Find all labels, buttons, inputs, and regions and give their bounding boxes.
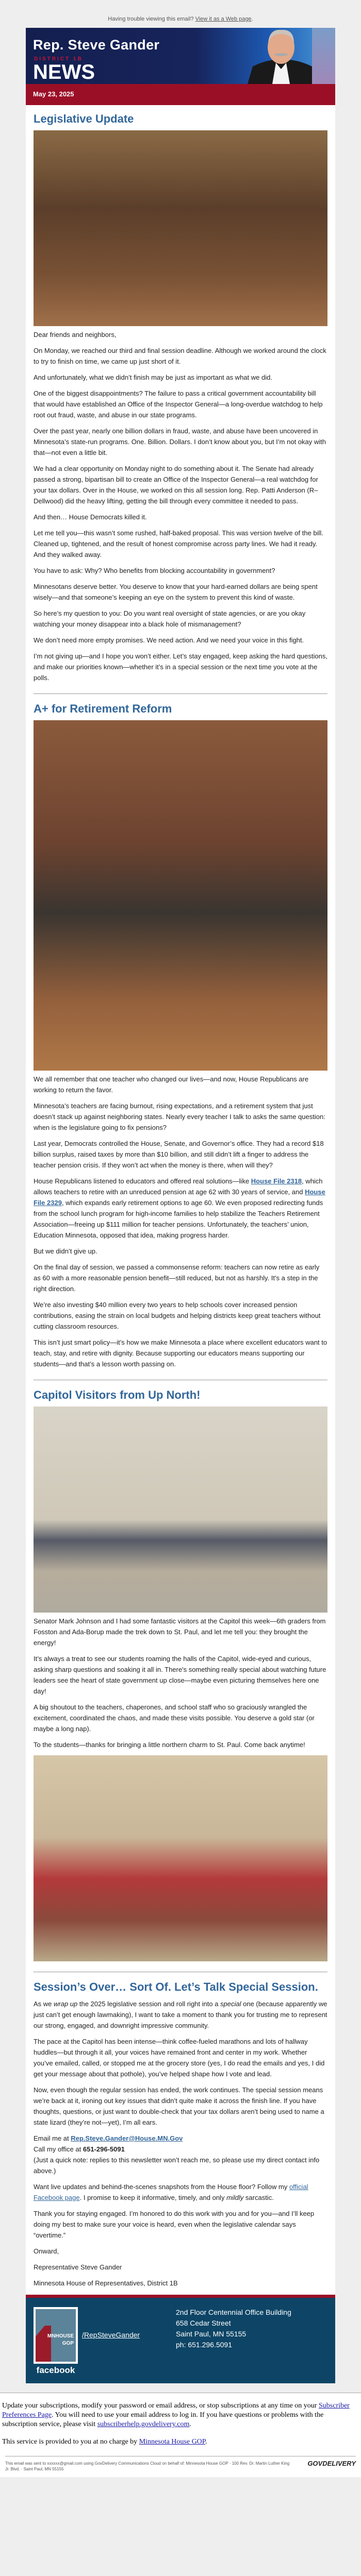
paragraph: But we didn’t give up. [34, 1247, 97, 1255]
paragraph: Minnesotans deserve better. You deserve to know that your hard-earned dollars are being spent wisely—and that someone’s keeping an eye on the system to prevent this kind of waste. [34, 583, 318, 601]
paragraph: On the final day of session, we passed a commonsense reform: teachers can now retire as early as 60 with a more reasonable pension benefit—still reduced, but not as harshly. It's a step in the right direction. [34, 1263, 320, 1293]
paragraph: Onward, [34, 2247, 59, 2255]
section-divider [34, 693, 327, 694]
paragraph: The pace at the Capitol has been intense—think coffee-fueled marathons and lots of hallway huddles—but through it all, your voices have remained front and center in my work. Whether you’ve emailed, called, or stopped me at the grocery store (yes, I do read the emails and yes, I did get your message about that pothole), you’ve helped shape how I vote and lead. [34, 2038, 325, 2078]
section-photo [34, 130, 327, 326]
paragraph: House Republicans listened to educators and offered real solutions—like House File 2318, which allows teachers to retire with an unreduced pension at age 62 with 30 years of service, and House File 2329, which expands early retirement options to age 60. We even proposed redirecting funds from the school lunch program for high-income families to help stabilize the Teachers Retirement Association—freeing up $111 million for teacher pensions. Unfortunately, the teachers’ union, Education Minnesota, opposed that idea, making progress harder. [34, 1177, 325, 1239]
paragraph: We had a clear opportunity on Monday night to do something about it. The Senate had already passed a strong, bipartisan bill to create an Office of the Inspector General—a real watchdog for your tax dollars. Over in the House, we worked on this all session long. Rep. Patti Anderson (R–Dellwood) did the heavy lifting, getting the bill through every committee it needed to pass. [34, 465, 318, 505]
paragraph: We’re also investing $40 million every two years to help schools cover increased pension contributions, easing the strain on local budgets and helping districts keep great teachers without cutting classroom resources. [34, 1301, 321, 1330]
paragraph: On Monday, we reached our third and final session deadline. Although we worked around the clock to try to finish on time, we came up just short of it. [34, 347, 326, 365]
section-photo [34, 720, 327, 1071]
inline-link[interactable]: House File 2318 [251, 1177, 302, 1185]
paragraph: As we wrap up the 2025 legislative session and roll right into a special one (because apparently we just can’t get enough lawmaking), I want to take a moment to thank you for trusting me to represent our strong, engaged, and downright impressive community. [34, 2000, 327, 2029]
section-title: Legislative Update [34, 112, 134, 125]
paragraph: And then… House Democrats killed it. [34, 513, 147, 521]
paragraph: To the students—thanks for bringing a little northern charm to St. Paul. Come back anytime! [34, 1741, 305, 1749]
inline-link[interactable]: Rep.Steve.Gander@House.MN.Gov [71, 2134, 183, 2142]
paragraph: One of the biggest disappointments? The failure to pass a critical government accountability bill that would have established an Office of the Inspector General—a long-overdue watchdog to help root out fraud, waste, and abuse in our state programs. [34, 389, 323, 419]
paragraph: Last year, Democrats controlled the House, Senate, and Governor’s office. They had a record $18 billion surplus, raised taxes by more than $10 billion, and still didn’t lift a finger to address the teacher pension crisis. If they won’t act when the money is there, when will they? [34, 1140, 324, 1169]
paragraph: We all remember that one teacher who changed our lives—and now, House Republicans are working to return the favor. [34, 1075, 309, 1094]
paragraph: Thank you for staying engaged. I’m honored to do this work with you and for you—and I’ll keep doing my best to make sure your voice is heard, even when the legislative calendar says “overtime.” [34, 2210, 315, 2239]
section-2 [26, 1380, 335, 1961]
web-view-notice: Having trouble viewing this email? View it as a Web page. [108, 16, 253, 22]
legal-notice: This email was sent to xxxxxx@gmail.com using GovDelivery Communications Cloud on behalf of: Minnesota House GOP · 100 Rev. Dr. Martin Luther King Jr. Blvd. · Saint Paul, MN 55155 GOVDELIVERY [5, 2456, 356, 2472]
contact-footer [26, 2295, 335, 2383]
paragraph: Senator Mark Johnson and I had some fantastic visitors at the Capitol this week—6th graders from Fosston and Ada-Borup made the trek down to St. Paul, and let me tell you: they brought the energy! [34, 1617, 326, 1647]
paragraph: Dear friends and neighbors, [34, 331, 117, 338]
paragraph: Representative Steve Gander [34, 2263, 122, 2271]
paragraph: And unfortunately, what we didn’t finish may be just as important as what we did. [34, 374, 272, 381]
subscriber-help-link[interactable]: subscriberhelp.govdelivery.com [97, 2420, 190, 2428]
representative-portrait-image [248, 28, 315, 84]
representative-name: Rep. Steve Gander [33, 37, 160, 53]
news-label: NEWS [33, 61, 95, 83]
newsletter [26, 28, 335, 2383]
section-photo [34, 1755, 327, 1961]
govdelivery-logo: GOVDELIVERY [307, 2460, 356, 2467]
view-web-page-link[interactable]: View it as a Web page [195, 16, 252, 22]
paragraph: Now, even though the regular session has ended, the work continues. The special session means we’re back at it, ironing out key issues that didn’t quite make it across the finish line. If you have thoughts, questions, or just want to double-check that your tax dollars aren’t being used to name a state lizard (they’re not—yet), I’m all ears. [34, 2086, 324, 2126]
subscriber-preferences-link[interactable]: Subscriber Preferences Page [2, 2402, 350, 2419]
office-address: 2nd Floor Centennial Office Building 658 Cedar Street Saint Paul, MN 55155 ph: 651.296.5091 [176, 2308, 291, 2349]
paragraph: I’m not giving up—and I hope you won’t either. Let’s stay engaged, keep asking the hard questions, and make our priorities known—whether it’s in a special session or the next time you vote at the polls. [34, 652, 327, 682]
paragraph: Want live updates and behind-the-scenes snapshots from the House floor? Follow my official Facebook page. I promise to keep it informative, timely, and only mildly sarcastic. [34, 2183, 308, 2201]
section-1 [26, 693, 335, 1369]
section-photo [34, 1406, 327, 1613]
minnesota-house-gop-link[interactable]: Minnesota House GOP [139, 2438, 206, 2446]
section-title: Session’s Over… Sort Of. Let’s Talk Special Session. [34, 1980, 318, 1993]
paragraph: You have to ask: Why? Who benefits from blocking accountability in government? [34, 567, 275, 574]
paragraph: Email me at Rep.Steve.Gander@House.MN.Gov Call my office at 651-296-5091 (Just a quick note: replies to this newsletter won’t reach me, so please use my direct contact info above.) [34, 2134, 320, 2175]
inline-link[interactable]: official Facebook page [34, 2183, 308, 2201]
paragraph: This isn’t just smart policy—it’s how we make Minnesota a place where excellent educators want to teach, stay, and retire with dignity. Because supporting our educators means supporting our students—and that’s a lesson worth passing on. [34, 1338, 327, 1368]
section-3 [26, 1972, 335, 2289]
capitol-image [312, 28, 335, 84]
section-title: Capitol Visitors from Up North! [34, 1388, 201, 1401]
newsletter-banner [26, 28, 335, 84]
subscription-footer: Update your subscriptions, modify your password or email address, or stop subscriptions at any time on your Subscriber Preferences Page. You will need to use your email address to log in. If you have questions or problems with the subscription service, please visit subscriberhelp.govdelivery.com. This service is provided to you at no charge by Minnesota House GOP. This email was sent to xxxxxx@gmail.com using GovDelivery Communications Cloud on behalf of: Minnesota House GOP · 100 Rev. Dr. Martin Luther King Jr. Blvd. · Saint Paul, MN 55155 GOVDELIVERY [0, 2393, 361, 2477]
paragraph: Minnesota’s teachers are facing burnout, rising expectations, and a retirement system that just doesn’t stack up against neighboring states. Nearly every teacher I talk to asks the same question: when is the legislature going to fix pensions? [34, 1102, 325, 1131]
paragraph: So here’s my question to you: Do you want real oversight of state agencies, or are you okay watching your money disappear into a black hole of mismanagement? [34, 609, 306, 628]
section-title: A+ for Retirement Reform [34, 702, 172, 715]
paragraph: We don’t need more empty promises. We need action. And we need your voice in this fight. [34, 636, 304, 644]
section-0 [26, 105, 335, 683]
mn-house-gop-logo: MNHOUSE GOP [34, 2307, 78, 2364]
paragraph: It’s always a treat to see our students roaming the halls of the Capitol, wide-eyed and curious, asking sharp questions and soaking it all in. There's something really special about watching future leaders see the heart of state government up close—maybe even picturing themselves here one day! [34, 1655, 326, 1695]
paragraph: Minnesota House of Representatives, District 1B [34, 2279, 178, 2287]
paragraph: Over the past year, nearly one billion dollars in fraud, waste, and abuse have been uncovered in Minnesota’s state-run programs. One. Billion. Dollars. I don’t know about you, but I’m not okay with that—not even a little bit. [34, 427, 326, 456]
inline-link[interactable]: House File 2329 [34, 1188, 325, 1207]
facebook-handle-link[interactable]: /RepSteveGander [82, 2331, 140, 2339]
paragraph: A big shoutout to the teachers, chaperones, and school staff who so graciously wrangled the excitement, coordinated the chaos, and made these visits possible. You deserve a gold star (or maybe a long nap). [34, 1703, 315, 1733]
district-label: DISTRICT 1B [34, 56, 83, 62]
facebook-link-block[interactable] [34, 2307, 78, 2374]
issue-date: May 23, 2025 [26, 84, 335, 105]
facebook-icon: facebook [36, 2365, 75, 2375]
paragraph: Let me tell you—this wasn’t some rushed, half-baked proposal. This was version twelve of the bill. Cleaned up, tightened, and the result of honest compromise across party lines. We had it ready. And they walked away. [34, 529, 323, 558]
